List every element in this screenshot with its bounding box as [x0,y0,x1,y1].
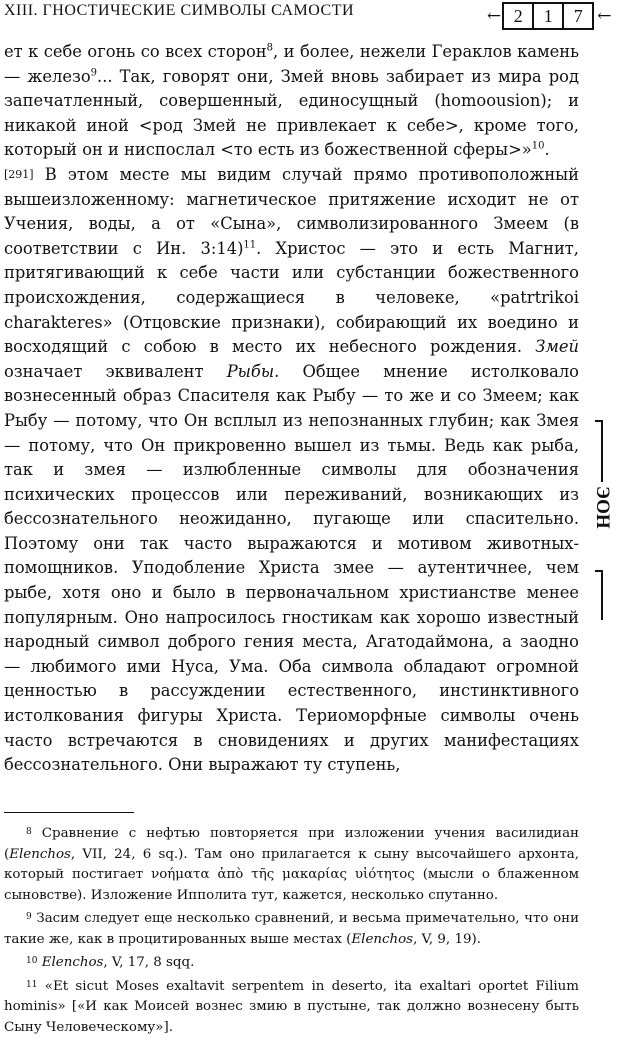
paragraph-number: [291] [4,167,34,181]
arrow-left-icon: ← [487,6,502,26]
footnotes [4,822,579,1039]
paragraph-291: [291] В этом месте мы видим случай прямо противоположный вышеизложенному: магнетическое притяжение исходит не от Учения, воды, а от «Сына», символизированного Змеем (в соответствии с Ин. 3:14)$^{11}$. Христос — это и есть Магнит, притягивающий к себе части или субстанции божественного происхождения, содержащиеся в человеке, «patrtrikoi charakteres» (Отцовские признаки), собирающий их воедино и восходящий с собою в место их небесного рождения. Змей означает эквивалент Рыбы. Общее мнение истолковало вознесенный образ Спасителя как Рыбу — то же и со Змеем; как Рыбу — потому, что Он всплыл из непознанных глубин; как Змея — потому, что Он прикровенно вышел из тьмы. Ведь как рыба, так и змея — излюбленные символы для обозначения психических процессов или переживаний, возникающих из бессознательного неожиданно, пугающе или спасительно. Поэтому они так часто выражаются и мотивом животных-помощников. Уподобление Христа змее — аутентичнее, чем рыбе, хотя оно и было в первоначальном христианстве менее популярным. Оно напросилось гностикам как хорошо известный народный символ доброго гения места, Агатодаймона, а заодно — любимого ими Нуса, Ума. Оба символа обладают огромной ценностью в рассуждении естественного, инстинктивного истолкования фигуры Христа. Териоморфные символы очень часто встречаются в сновидениях и других манифестациях бессознательного. Они выражают ту ступень, [4,164,579,775]
footnote-11: $^{11}$ «Et sicut Moses exaltavit serpentem in deserto, ita exaltari oportet Filium hominis» [«И как Моисей вознес змию в пустыне, так должно вознесену быть Сыну Человеческому»]. [4,978,579,1035]
footnote-ref-9[interactable]: 9 [90,67,98,79]
footnote-10: $^{10}$ Elenchos, V, 17, 8 sqq. [26,955,195,970]
page-number [484,2,615,30]
footnote-9: $^9$ Засим следует еще несколько сравнений, и весьма примечательно, что они такие же, как в процитированных выше местах (Elenchos, V, 9, 19). [4,911,579,947]
page-header [4,0,616,34]
footnote-ref-8[interactable]: 8 [266,42,274,54]
footnote-8: $^8$ Сравнение с нефтью повторяется при изложении учения василидиан (Elenchos, VII, 24, 6 sq.). Там оно прилагается к сыну высочайшего архонта, который постигает νοήματα ἀπὸ τῆς μακαρίας υἱότητος (мысли о блаженном сыновстве). Изложение Ипполита тут, кажется, несколько спутанно. [4,826,579,903]
section-label: ЭОН [592,486,613,529]
paragraph-continued: ет к себе огонь со всех сторон$^8$, и более, нежели Гераклов камень — железо$^9$... Так, говорят они, Змей вновь забирает из мира род запечатленный, совершенный, единосущный (homoousion); и никакой иной <род Змей не привлекает к себе>, кроме того, который он и ниспослал <то есть из божественной сферы>»$^{10}$. [4,42,579,160]
italic-ryby: Рыбы [226,361,275,381]
section-marker [584,420,614,620]
footnote-divider [4,812,134,813]
running-head: XIII. ГНОСТИЧЕСКИЕ СИМВОЛЫ САМОСТИ [4,2,355,19]
page-digit-1: 2 [502,2,534,30]
marker-tick-bottom [595,570,603,572]
marker-line-top [601,420,603,482]
page-digit-2: 1 [532,2,564,30]
marker-line-bottom [601,570,603,620]
footnote-ref-10[interactable]: 10 [531,140,545,152]
arrow-right-icon: ← [597,6,612,26]
main-text [4,40,579,778]
page-digit-3: 7 [562,2,594,30]
footnote-ref-11[interactable]: 11 [243,239,257,251]
italic-zmei: Змей [535,337,579,357]
